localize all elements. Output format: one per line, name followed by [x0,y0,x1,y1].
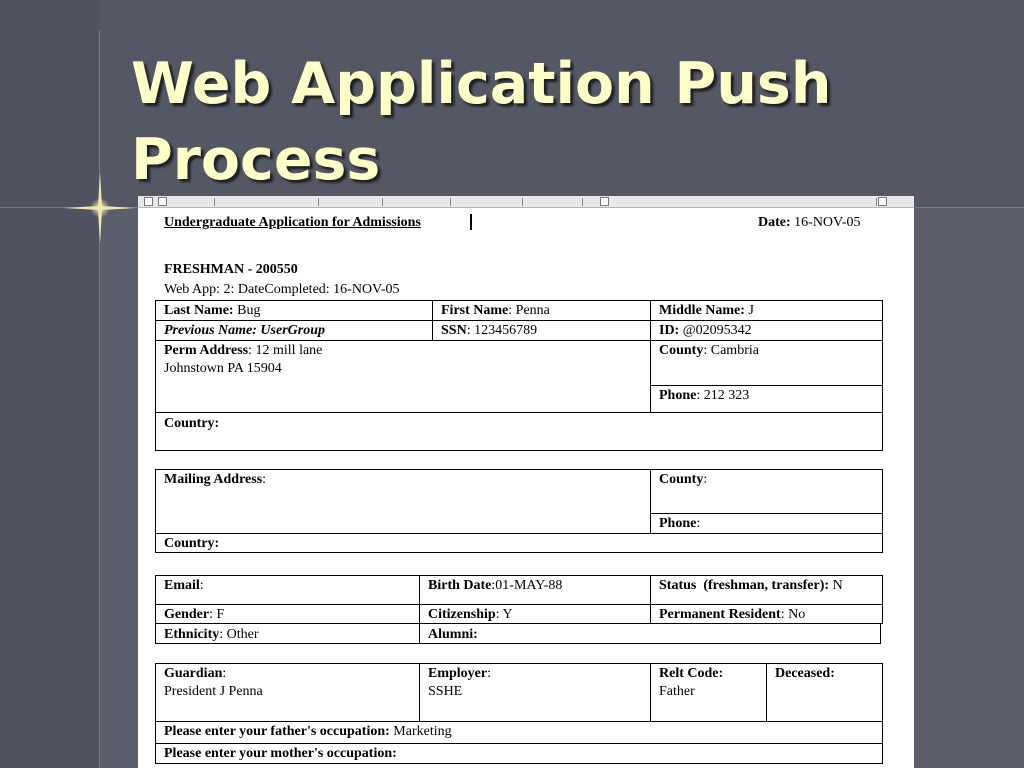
toolbar-separator [318,198,319,206]
date-value: 16-NOV-05 [794,215,861,230]
county-value: : Cambria [703,343,759,358]
last-name-value: Bug [237,303,261,318]
table-row-divider [650,513,883,514]
perm-address-line2: Johnstown PA 15904 [164,361,282,376]
middle-name-field[interactable] [659,302,754,320]
guardian-label: Guardian [164,666,223,681]
country-label: Country: [164,416,220,431]
mail-phone-label: Phone [659,516,697,531]
table-col-divider [650,469,651,533]
guardian-field[interactable] [164,665,263,701]
table-row-divider [650,385,883,386]
employer-field[interactable] [428,665,491,701]
deceased-label: Deceased: [775,666,835,681]
application-document [138,196,914,768]
mail-phone-field[interactable] [659,515,700,533]
first-name-label: First Name [441,303,509,318]
mother-occupation-label: Please enter your mother's occupation: [164,746,397,761]
status-value: N [832,578,843,593]
guardian-colon: : [222,666,227,681]
id-value: @02095342 [682,323,752,338]
slide-title-line2: Process [131,127,381,193]
deceased-field[interactable] [775,665,835,683]
perm-address-field[interactable] [164,342,322,378]
toolbar-separator [214,198,215,206]
mailing-address-field[interactable] [164,471,266,489]
table-col-divider [650,663,651,721]
mail-country-field[interactable] [164,535,219,553]
father-occupation-label: Please enter your father's occupation: [164,724,390,739]
table-row-divider [155,412,883,413]
id-field[interactable] [659,322,752,340]
table-col-divider [432,300,433,340]
perm-resident-field[interactable] [659,606,805,624]
father-occupation-value: Marketing [393,724,452,739]
table-col-divider [419,663,420,721]
id-label: ID: [659,323,680,338]
table-row-divider [155,721,883,722]
toolbar-separator [582,198,583,206]
alumni-field[interactable] [428,626,478,644]
first-name-value: : Penna [508,303,550,318]
phone-label: Phone [659,388,697,403]
toolbar-image-icon[interactable] [600,197,609,206]
employer-colon: : [487,666,491,681]
term-line: FRESHMAN - 200550 [164,262,298,277]
toolbar-separator [522,198,523,206]
relt-code-field[interactable] [659,665,723,701]
decorative-vertical-line [99,30,100,768]
ssn-label: SSN [441,323,467,338]
citizenship-field[interactable] [428,606,513,624]
ethnicity-field[interactable] [164,626,259,644]
perm-resident-label: Permanent Resident [659,607,781,622]
mailing-address-label: Mailing Address [164,472,263,487]
first-name-field[interactable] [441,302,550,320]
employer-label: Employer [428,666,488,681]
table-row-divider [155,743,883,744]
email-value: : [199,578,204,593]
table-row-divider [155,533,883,534]
guardian-value: President J Penna [164,684,263,699]
toolbar-page-icon[interactable] [144,197,153,206]
mail-county-value: : [703,472,708,487]
citizenship-value: : Y [495,607,513,622]
form-header-title: Undergraduate Application for Admissions [164,215,421,230]
ethnicity-label: Ethnicity [164,627,220,642]
sparkle-star-icon [62,170,138,246]
mail-phone-value: : [696,516,701,531]
gender-value: : F [209,607,225,622]
perm-address-line1: : 12 mill lane [248,343,323,358]
father-occupation-field[interactable] [164,723,452,741]
last-name-label: Last Name: [164,303,234,318]
table-row-divider [155,320,883,321]
country-field[interactable] [164,415,219,433]
perm-address-label: Perm Address [164,343,249,358]
table-col-divider [766,663,767,721]
slide-left-strip [0,0,100,768]
alumni-label: Alumni: [428,627,478,642]
mail-country-label: Country: [164,536,220,551]
text-cursor [470,214,472,230]
table-col-divider [650,575,651,624]
ethnicity-value: : Other [219,627,259,642]
perm-resident-value: : No [780,607,806,622]
mail-county-field[interactable] [659,471,707,489]
table-row-divider [155,604,883,605]
previous-name-field[interactable] [164,322,325,340]
relt-code-label: Relt Code: [659,666,724,681]
toolbar-separator [876,198,877,206]
gender-field[interactable] [164,606,224,624]
middle-name-label: Middle Name: [659,303,745,318]
citizenship-label: Citizenship [428,607,496,622]
ssn-value: : 123456789 [466,323,538,338]
email-field[interactable] [164,577,204,595]
toolbar-separator [382,198,383,206]
ssn-field[interactable] [441,322,537,340]
county-field[interactable] [659,342,759,360]
webapp-line: Web App: 2: DateCompleted: 16-NOV-05 [164,282,400,297]
mail-county-label: County [659,472,704,487]
form-date [758,215,861,231]
toolbar-doc-icon[interactable] [158,197,167,206]
birth-date-value: :01-MAY-88 [491,578,563,593]
email-label: Email [164,578,200,593]
middle-name-value: J [748,303,754,318]
status-field[interactable] [659,577,843,595]
birth-date-label: Birth Date [428,578,492,593]
date-label: Date: [758,215,791,230]
relt-code-value: Father [659,684,695,699]
status-label: Status (freshman, transfer): [659,578,830,593]
slide-title [131,46,891,198]
table-col-divider [650,300,651,412]
phone-value: : 212 323 [696,388,750,403]
mailing-address-value: : [262,472,267,487]
last-name-field[interactable] [164,302,260,320]
ethnicity-row [155,623,881,644]
table-row-divider [155,340,883,341]
mother-occupation-field[interactable] [164,745,397,763]
county-label: County [659,343,704,358]
gender-label: Gender [164,607,210,622]
employer-value: SSHE [428,684,463,699]
toolbar-separator [450,198,451,206]
toolbar-scroll-icon[interactable] [878,197,887,206]
slide-title-line1: Web Application Push [131,51,832,117]
previous-name-label: Previous Name: UserGroup [164,323,325,338]
phone-field[interactable] [659,387,749,405]
birth-date-field[interactable] [428,577,562,595]
document-toolbar [138,196,914,208]
